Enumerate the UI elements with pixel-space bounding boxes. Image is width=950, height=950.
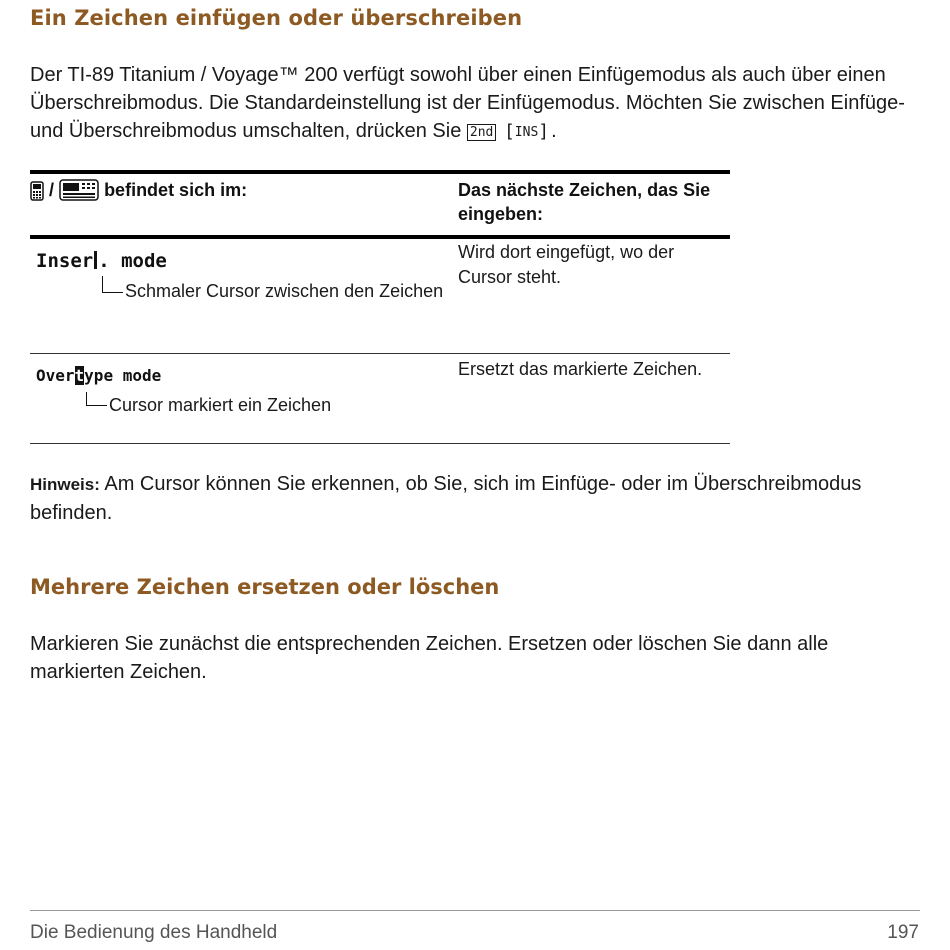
insert-screen-text-pre: Inser xyxy=(36,250,94,272)
overtype-mode-screen xyxy=(36,366,161,385)
insert-annotation: Schmaler Cursor zwischen den Zeichen xyxy=(125,281,444,301)
overtype-annotation: Cursor markiert ein Zeichen xyxy=(109,395,332,415)
intro-paragraph xyxy=(30,61,925,145)
thin-cursor-icon xyxy=(94,251,97,269)
block-cursor-char: t xyxy=(74,366,85,385)
ti89-calculator-icon xyxy=(30,181,44,207)
table-header-col1 xyxy=(30,178,247,207)
insert-screen-text-post: . mode xyxy=(98,250,167,272)
replace-delete-paragraph: Markieren Sie zunächst die entsprechenden Zeichen. Ersetzen oder löschen Sie dann alle markierten Zeichen. xyxy=(30,633,829,683)
overtype-annotation-line xyxy=(86,392,107,406)
hint-text: Am Cursor können Sie erkennen, ob Sie, sich im Einfüge- oder im Überschreibmodus befinden. xyxy=(30,473,862,524)
intro-end: . xyxy=(551,120,557,142)
overtype-description: Ersetzt das markierte Zeichen. xyxy=(458,359,703,379)
section-heading-insert-overwrite: Ein Zeichen einfügen oder überschreiben xyxy=(30,6,523,30)
page-number: 197 xyxy=(887,922,919,943)
section-heading-replace-delete: Mehrere Zeichen ersetzen oder löschen xyxy=(30,575,500,599)
footer-rule xyxy=(30,910,920,911)
hint-paragraph xyxy=(30,470,925,527)
overtype-screen-text-post: ype mode xyxy=(84,366,162,385)
table-row-divider xyxy=(30,353,730,354)
voyage200-calculator-icon xyxy=(59,179,99,207)
insert-annotation-line xyxy=(102,276,123,293)
table-top-rule xyxy=(30,170,730,174)
hint-label: Hinweis: xyxy=(30,475,100,494)
key-2nd: 2nd xyxy=(467,124,496,141)
header-separator: / xyxy=(49,180,55,200)
header-col1-label: befindet sich im: xyxy=(104,180,248,200)
insert-mode-screen xyxy=(36,250,167,272)
table-bottom-rule xyxy=(30,443,730,444)
mode-table xyxy=(30,170,730,450)
overtype-screen-text-pre: Over xyxy=(36,366,75,385)
intro-text: Der TI-89 Titanium / Voyage™ 200 verfügt sowohl über einen Einfügemodus als auch über einen Überschreibmodus. Die Standardeinstellung ist der Einfügemodus. Möchten Sie zwischen Einfüge- und Überschreibmodus umschalten, drücken Sie xyxy=(30,64,905,142)
table-header-col2: Das nächste Zeichen, das Sie eingeben: xyxy=(458,180,711,224)
insert-description: Wird dort eingefügt, wo der Cursor steht. xyxy=(458,242,675,287)
footer-title: Die Bedienung des Handheld xyxy=(30,922,278,943)
key-ins: [ INS ] xyxy=(502,124,551,140)
table-header-rule xyxy=(30,235,730,239)
